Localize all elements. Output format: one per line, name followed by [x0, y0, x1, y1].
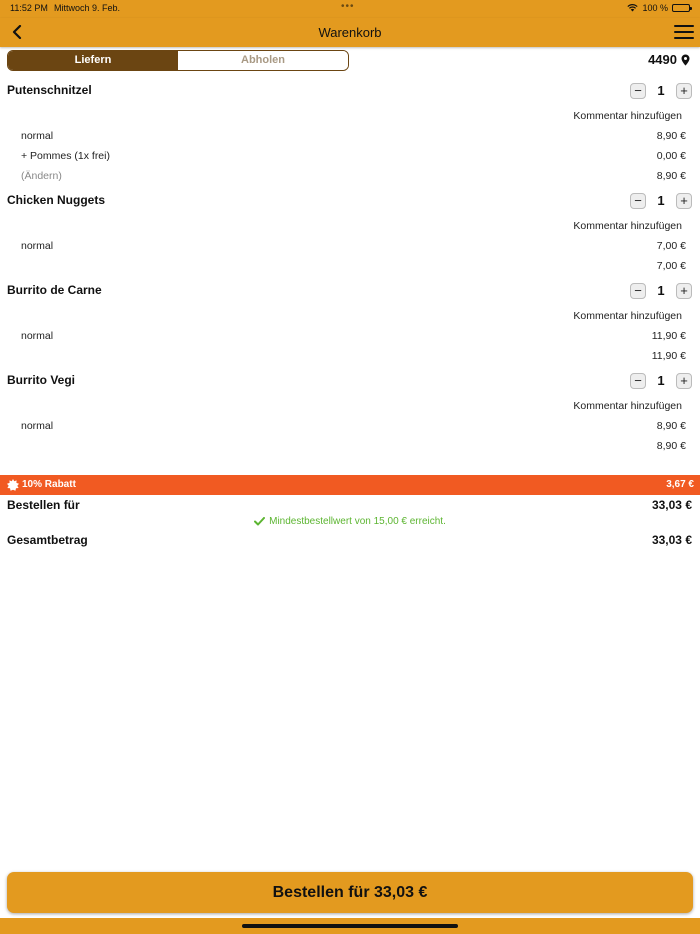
quantity-stepper: [630, 372, 692, 389]
item-total-price: 11,90 €: [651, 350, 686, 362]
cart-item-name: Burrito Vegi: [7, 373, 76, 387]
quantity-value: 1: [657, 283, 665, 298]
navigation-bar: [0, 18, 700, 47]
increase-quantity-button[interactable]: +: [676, 373, 692, 389]
line-price: 11,90 €: [651, 330, 686, 342]
battery-percent: 100 %: [642, 3, 668, 13]
status-indicators: [627, 3, 690, 13]
quantity-stepper: [630, 192, 692, 209]
add-comment-link[interactable]: Kommentar hinzufügen: [573, 220, 682, 232]
decrease-quantity-button[interactable]: −: [630, 83, 646, 99]
quantity-stepper: [630, 282, 692, 299]
minimum-order-text: Mindestbestellwert von 15,00 € erreicht.: [269, 516, 446, 527]
total-value: 33,03 €: [651, 533, 692, 547]
decrease-quantity-button[interactable]: −: [630, 373, 646, 389]
status-date: Mittwoch 9. Feb.: [54, 3, 121, 13]
total-label: Gesamtbetrag: [7, 533, 88, 547]
home-indicator[interactable]: [242, 924, 458, 928]
postal-code-selector[interactable]: [648, 52, 690, 67]
page-title: Warenkorb: [318, 25, 382, 40]
line-price: 7,00 €: [656, 240, 686, 252]
quantity-stepper: [630, 82, 692, 99]
increase-quantity-button[interactable]: +: [676, 83, 692, 99]
quantity-value: 1: [657, 373, 665, 388]
location-pin-icon: [681, 54, 690, 66]
discount-badge-icon: [7, 479, 19, 491]
add-comment-link[interactable]: Kommentar hinzufügen: [573, 310, 682, 322]
status-time: 11:52 PM: [10, 3, 48, 13]
quantity-value: 1: [657, 193, 665, 208]
cart-item-name: Burrito de Carne: [7, 283, 102, 297]
tab-liefern[interactable]: Liefern: [8, 51, 178, 70]
tab-abholen[interactable]: Abholen: [178, 51, 348, 70]
quantity-value: 1: [657, 83, 665, 98]
decrease-quantity-button[interactable]: −: [630, 283, 646, 299]
item-variant: normal: [21, 240, 54, 252]
battery-icon: [672, 4, 690, 12]
hamburger-menu-icon[interactable]: [674, 23, 694, 41]
cart-item-name: Chicken Nuggets: [7, 193, 106, 207]
item-variant: normal: [21, 420, 54, 432]
postal-code: 4490: [648, 52, 677, 67]
checkmark-icon: [254, 517, 265, 526]
line-price: 8,90 €: [656, 420, 686, 432]
increase-quantity-button[interactable]: +: [676, 283, 692, 299]
add-comment-link[interactable]: Kommentar hinzufügen: [573, 400, 682, 412]
discount-label: 10% Rabatt: [22, 479, 76, 490]
order-for-label: Bestellen für: [7, 498, 80, 512]
decrease-quantity-button[interactable]: −: [630, 193, 646, 209]
chevron-left-icon: [12, 25, 22, 39]
item-extra: + Pommes (1x frei): [21, 150, 110, 162]
line-price: 8,90 €: [656, 130, 686, 142]
back-button[interactable]: [8, 21, 26, 43]
line-price: 0,00 €: [656, 150, 686, 162]
delivery-mode-toggle: [7, 50, 349, 71]
increase-quantity-button[interactable]: +: [676, 193, 692, 209]
discount-value: 3,67 €: [666, 479, 694, 490]
multitasking-dots-icon[interactable]: •••: [341, 1, 355, 12]
item-variant: normal: [21, 330, 54, 342]
order-for-value: 33,03 €: [651, 498, 692, 512]
cart-item-name: Putenschnitzel: [7, 83, 92, 97]
minimum-order-note: [0, 516, 700, 527]
wifi-icon: [627, 4, 638, 12]
item-variant: normal: [21, 130, 54, 142]
change-options-link[interactable]: (Ändern): [21, 170, 62, 182]
status-bar: [0, 0, 700, 18]
place-order-button[interactable]: Bestellen für 33,03 €: [7, 872, 693, 913]
item-total-price: 8,90 €: [656, 170, 686, 182]
discount-banner: [0, 475, 700, 495]
item-total-price: 7,00 €: [656, 260, 686, 272]
add-comment-link[interactable]: Kommentar hinzufügen: [573, 110, 682, 122]
item-total-price: 8,90 €: [656, 440, 686, 452]
